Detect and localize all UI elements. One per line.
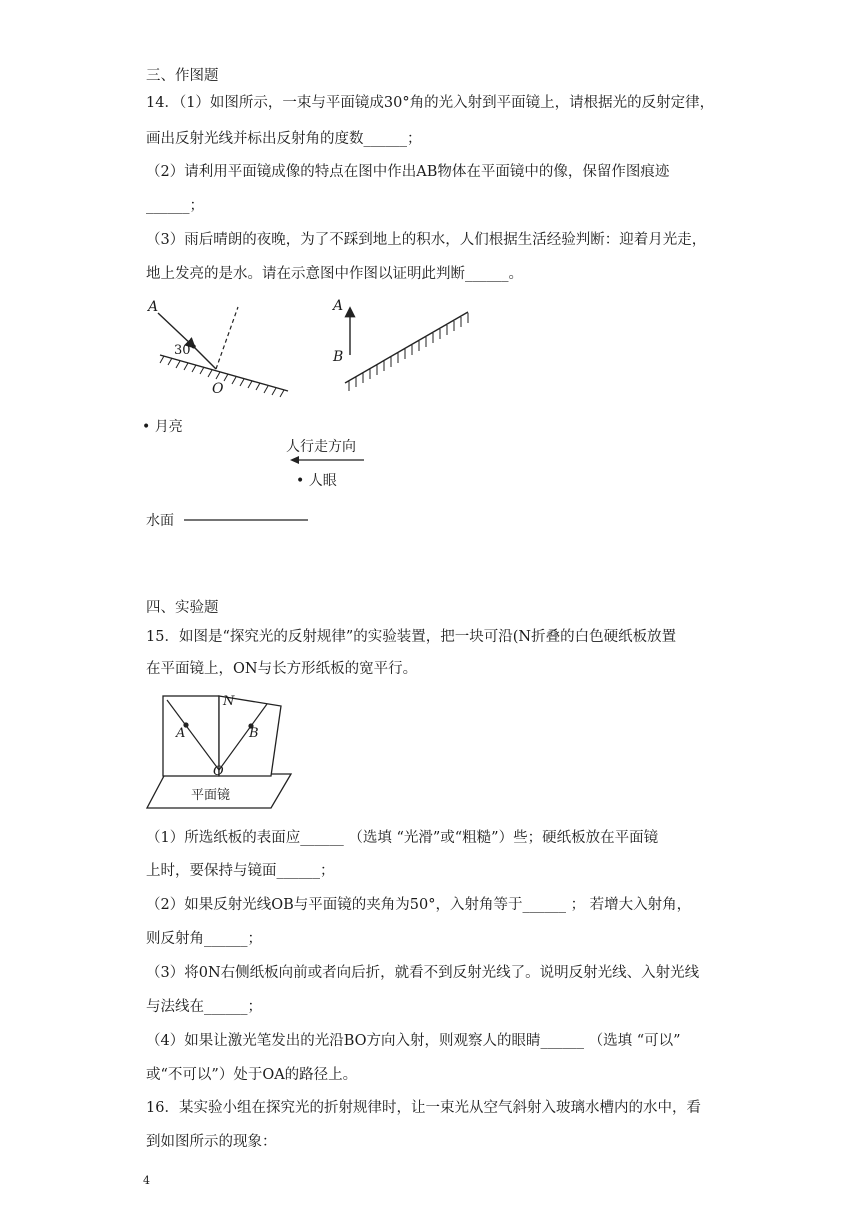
fig1-label-a: A bbox=[148, 299, 159, 315]
figure-reflection-apparatus bbox=[143, 688, 293, 814]
fig3-direction: 人行走方向 bbox=[286, 439, 356, 455]
q14-3-line-a: （3）雨后晴朗的夜晚，为了不踩到地上的积水，人们根据生活经验判断：迎着月光走， bbox=[146, 232, 707, 248]
figure-object-mirror bbox=[325, 295, 475, 400]
fig4-label-a: A bbox=[176, 726, 186, 741]
q14-2-line-b: ______； bbox=[146, 198, 204, 214]
page-number: 4 bbox=[143, 1174, 150, 1187]
fig2-label-a: A bbox=[333, 298, 344, 314]
fig3-water: 水面 bbox=[146, 513, 174, 529]
fig4-mirror-label: 平面镜 bbox=[191, 788, 231, 803]
fig3-eye: • 人眼 bbox=[296, 473, 337, 489]
fig4-label-n: N bbox=[223, 694, 235, 709]
q14-1-line-a: 14．（1）如图所示，一束与平面镜成30°角的光入射到平面镜上，请根据光的反射定律， bbox=[146, 95, 715, 111]
q15-1-line-b: 上时，要保持与镜面______； bbox=[146, 863, 335, 879]
fig1-angle: 30° bbox=[174, 343, 198, 358]
q15-2-line-a: （2）如果反射光线OB与平面镜的夹角为50°，入射角等于______ ； 若增大入射角， bbox=[146, 897, 692, 913]
fig3-moon: • 月亮 bbox=[142, 419, 183, 435]
fig4-label-b: B bbox=[249, 726, 259, 741]
q15-3-line-a: （3）将0N右侧纸板向前或者向后折，就看不到反射光线了。说明反射光线、入射光线 bbox=[146, 965, 700, 981]
q15-1-line-a: （1）所选纸板的表面应______ （选填 “光滑”或“粗糙”）些；硬纸板放在平面镜 bbox=[146, 830, 659, 846]
figure-incident-ray bbox=[140, 295, 300, 405]
q14-2-line-a: （2）请利用平面镜成像的特点在图中作出AB物体在平面镜中的像，保留作图痕迹 bbox=[146, 164, 670, 180]
fig1-label-o: O bbox=[212, 381, 224, 397]
q15-3-line-b: 与法线在______； bbox=[146, 999, 262, 1015]
section-4-title: 四、实验题 bbox=[146, 600, 219, 616]
q15-2-line-b: 则反射角______； bbox=[146, 931, 262, 947]
q15-4-line-b: 或“不可以”）处于OA的路径上。 bbox=[146, 1067, 358, 1083]
q14-1-line-b: 画出反射光线并标出反射角的度数______； bbox=[146, 131, 422, 147]
q16-line-a: 16．某实验小组在探究光的折射规律时，让一束光从空气斜射入玻璃水槽内的水中，看 bbox=[146, 1100, 701, 1116]
q16-line-b: 到如图所示的现象： bbox=[146, 1134, 277, 1150]
q15-line-a: 15．如图是“探究光的反射规律”的实验装置，把一块可沿(N折叠的白色硬纸板放置 bbox=[146, 629, 677, 645]
fig4-label-o: O bbox=[213, 764, 224, 779]
section-3-title: 三、作图题 bbox=[146, 68, 219, 84]
figure-moon-water bbox=[140, 410, 400, 530]
q15-line-b: 在平面镜上，ON与长方形纸板的宽平行。 bbox=[146, 661, 418, 677]
fig2-label-b: B bbox=[333, 349, 344, 365]
q14-3-line-b: 地上发亮的是水。请在示意图中作图以证明此判断______。 bbox=[146, 266, 523, 282]
q15-4-line-a: （4）如果让激光笔发出的光沿BO方向入射，则观察人的眼睛______ （选填 “可以” bbox=[146, 1033, 681, 1049]
